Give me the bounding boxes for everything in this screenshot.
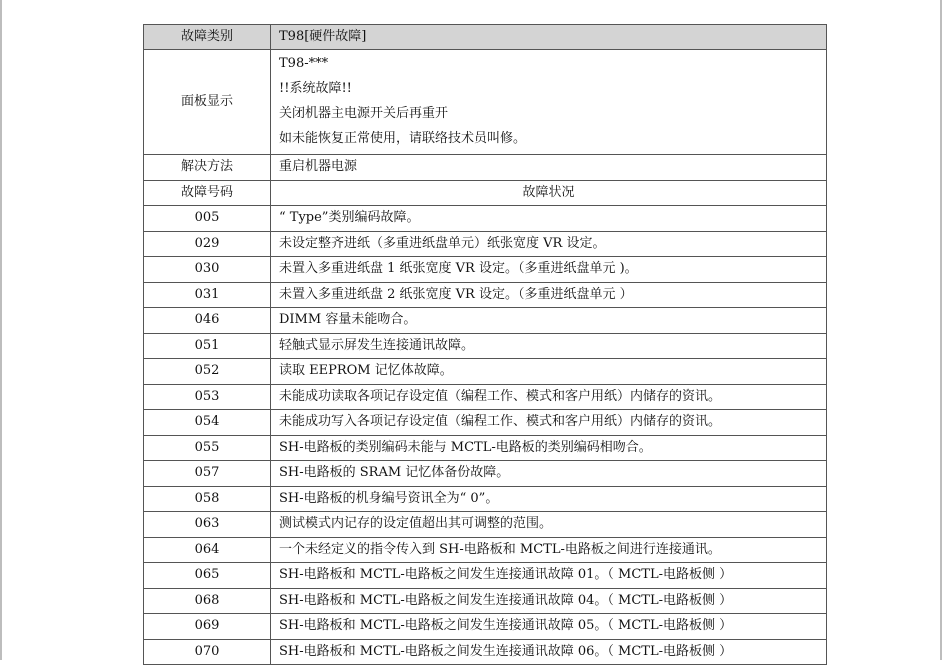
table-row: [144, 614, 827, 640]
fault-code: 053: [144, 384, 271, 410]
fault-code: 068: [144, 588, 271, 614]
panel-display-value: [271, 50, 827, 155]
fault-code: 063: [144, 512, 271, 538]
fault-table: [143, 24, 827, 665]
panel-line-error: !!系统故障!!: [279, 81, 352, 96]
table-row: [144, 537, 827, 563]
column-header-row: [144, 180, 827, 206]
fault-status: 读取 EEPROM 记忆体故障。: [271, 359, 827, 385]
panel-line-restart: 关闭机器主电源开关后再重开: [279, 106, 449, 121]
panel-line-code: T98-***: [279, 56, 329, 71]
fault-status: 未能成功写入各项记存设定值（编程工作、模式和客户用纸）内储存的资讯。: [271, 410, 827, 436]
fault-status: SH-电路板的类别编码未能与 MCTL-电路板的类别编码相吻合。: [271, 435, 827, 461]
table-row: [144, 563, 827, 589]
fault-status: SH-电路板和 MCTL-电路板之间发生连接通讯故障 06。（ MCTL-电路板侧 ）: [271, 639, 827, 665]
table-row: [144, 486, 827, 512]
fault-status: SH-电路板的 SRAM 记忆体备份故障。: [271, 461, 827, 487]
fault-status: SH-电路板和 MCTL-电路板之间发生连接通讯故障 05。（ MCTL-电路板侧 ）: [271, 614, 827, 640]
fault-code: 055: [144, 435, 271, 461]
fault-status: SH-电路板和 MCTL-电路板之间发生连接通讯故障 01。（ MCTL-电路板侧 ）: [271, 563, 827, 589]
table-row: [144, 461, 827, 487]
table-row: [144, 384, 827, 410]
status-column-header: 故障状况: [271, 180, 827, 206]
fault-code: 052: [144, 359, 271, 385]
fault-status: 未置入多重进纸盘 1 纸张宽度 VR 设定。（多重进纸盘单元 )。: [271, 257, 827, 283]
table-row: [144, 206, 827, 232]
fault-code: 064: [144, 537, 271, 563]
table-row: [144, 435, 827, 461]
table-row: [144, 512, 827, 538]
solution-value: 重启机器电源: [271, 155, 827, 181]
fault-status: 未置入多重进纸盘 2 纸张宽度 VR 设定。（多重进纸盘单元 ）: [271, 282, 827, 308]
fault-status: SH-电路板的机身编号资讯全为“ 0”。: [271, 486, 827, 512]
fault-status: “ Type”类别编码故障。: [271, 206, 827, 232]
solution-label: 解决方法: [144, 155, 271, 181]
fault-code: 031: [144, 282, 271, 308]
panel-display-label: 面板显示: [144, 50, 271, 155]
fault-code: 057: [144, 461, 271, 487]
fault-code: 005: [144, 206, 271, 232]
code-column-header: 故障号码: [144, 180, 271, 206]
table-row: [144, 588, 827, 614]
fault-code: 058: [144, 486, 271, 512]
solution-row: [144, 155, 827, 181]
table-row: [144, 282, 827, 308]
table-row: [144, 410, 827, 436]
fault-status: 一个未经定义的指令传入到 SH-电路板和 MCTL-电路板之间进行连接通讯。: [271, 537, 827, 563]
fault-status: SH-电路板和 MCTL-电路板之间发生连接通讯故障 04。（ MCTL-电路板侧 ）: [271, 588, 827, 614]
table-row: [144, 333, 827, 359]
panel-display-row: [144, 50, 827, 155]
table-row: [144, 359, 827, 385]
fault-status: DIMM 容量未能吻合。: [271, 308, 827, 334]
table-row: [144, 231, 827, 257]
table-row: [144, 639, 827, 665]
fault-code: 065: [144, 563, 271, 589]
fault-code: 054: [144, 410, 271, 436]
fault-table-body: [144, 25, 827, 665]
category-value: T98[硬件故障]: [271, 25, 827, 50]
fault-status: 测试模式内记存的设定值超出其可调整的范围。: [271, 512, 827, 538]
fault-status: 未设定整齐进纸（多重进纸盘单元）纸张宽度 VR 设定。: [271, 231, 827, 257]
page-edge-left: [0, 0, 2, 660]
fault-code: 051: [144, 333, 271, 359]
fault-code: 029: [144, 231, 271, 257]
fault-code: 070: [144, 639, 271, 665]
fault-code: 046: [144, 308, 271, 334]
table-row: [144, 308, 827, 334]
panel-line-contact: 如未能恢复正常使用，请联络技术员叫修。: [279, 131, 527, 146]
category-label: 故障类别: [144, 25, 271, 50]
fault-code: 030: [144, 257, 271, 283]
fault-code: 069: [144, 614, 271, 640]
fault-status: 轻触式显示屏发生连接通讯故障。: [271, 333, 827, 359]
fault-status: 未能成功读取各项记存设定值（编程工作、模式和客户用纸）内储存的资讯。: [271, 384, 827, 410]
category-row: [144, 25, 827, 50]
table-row: [144, 257, 827, 283]
